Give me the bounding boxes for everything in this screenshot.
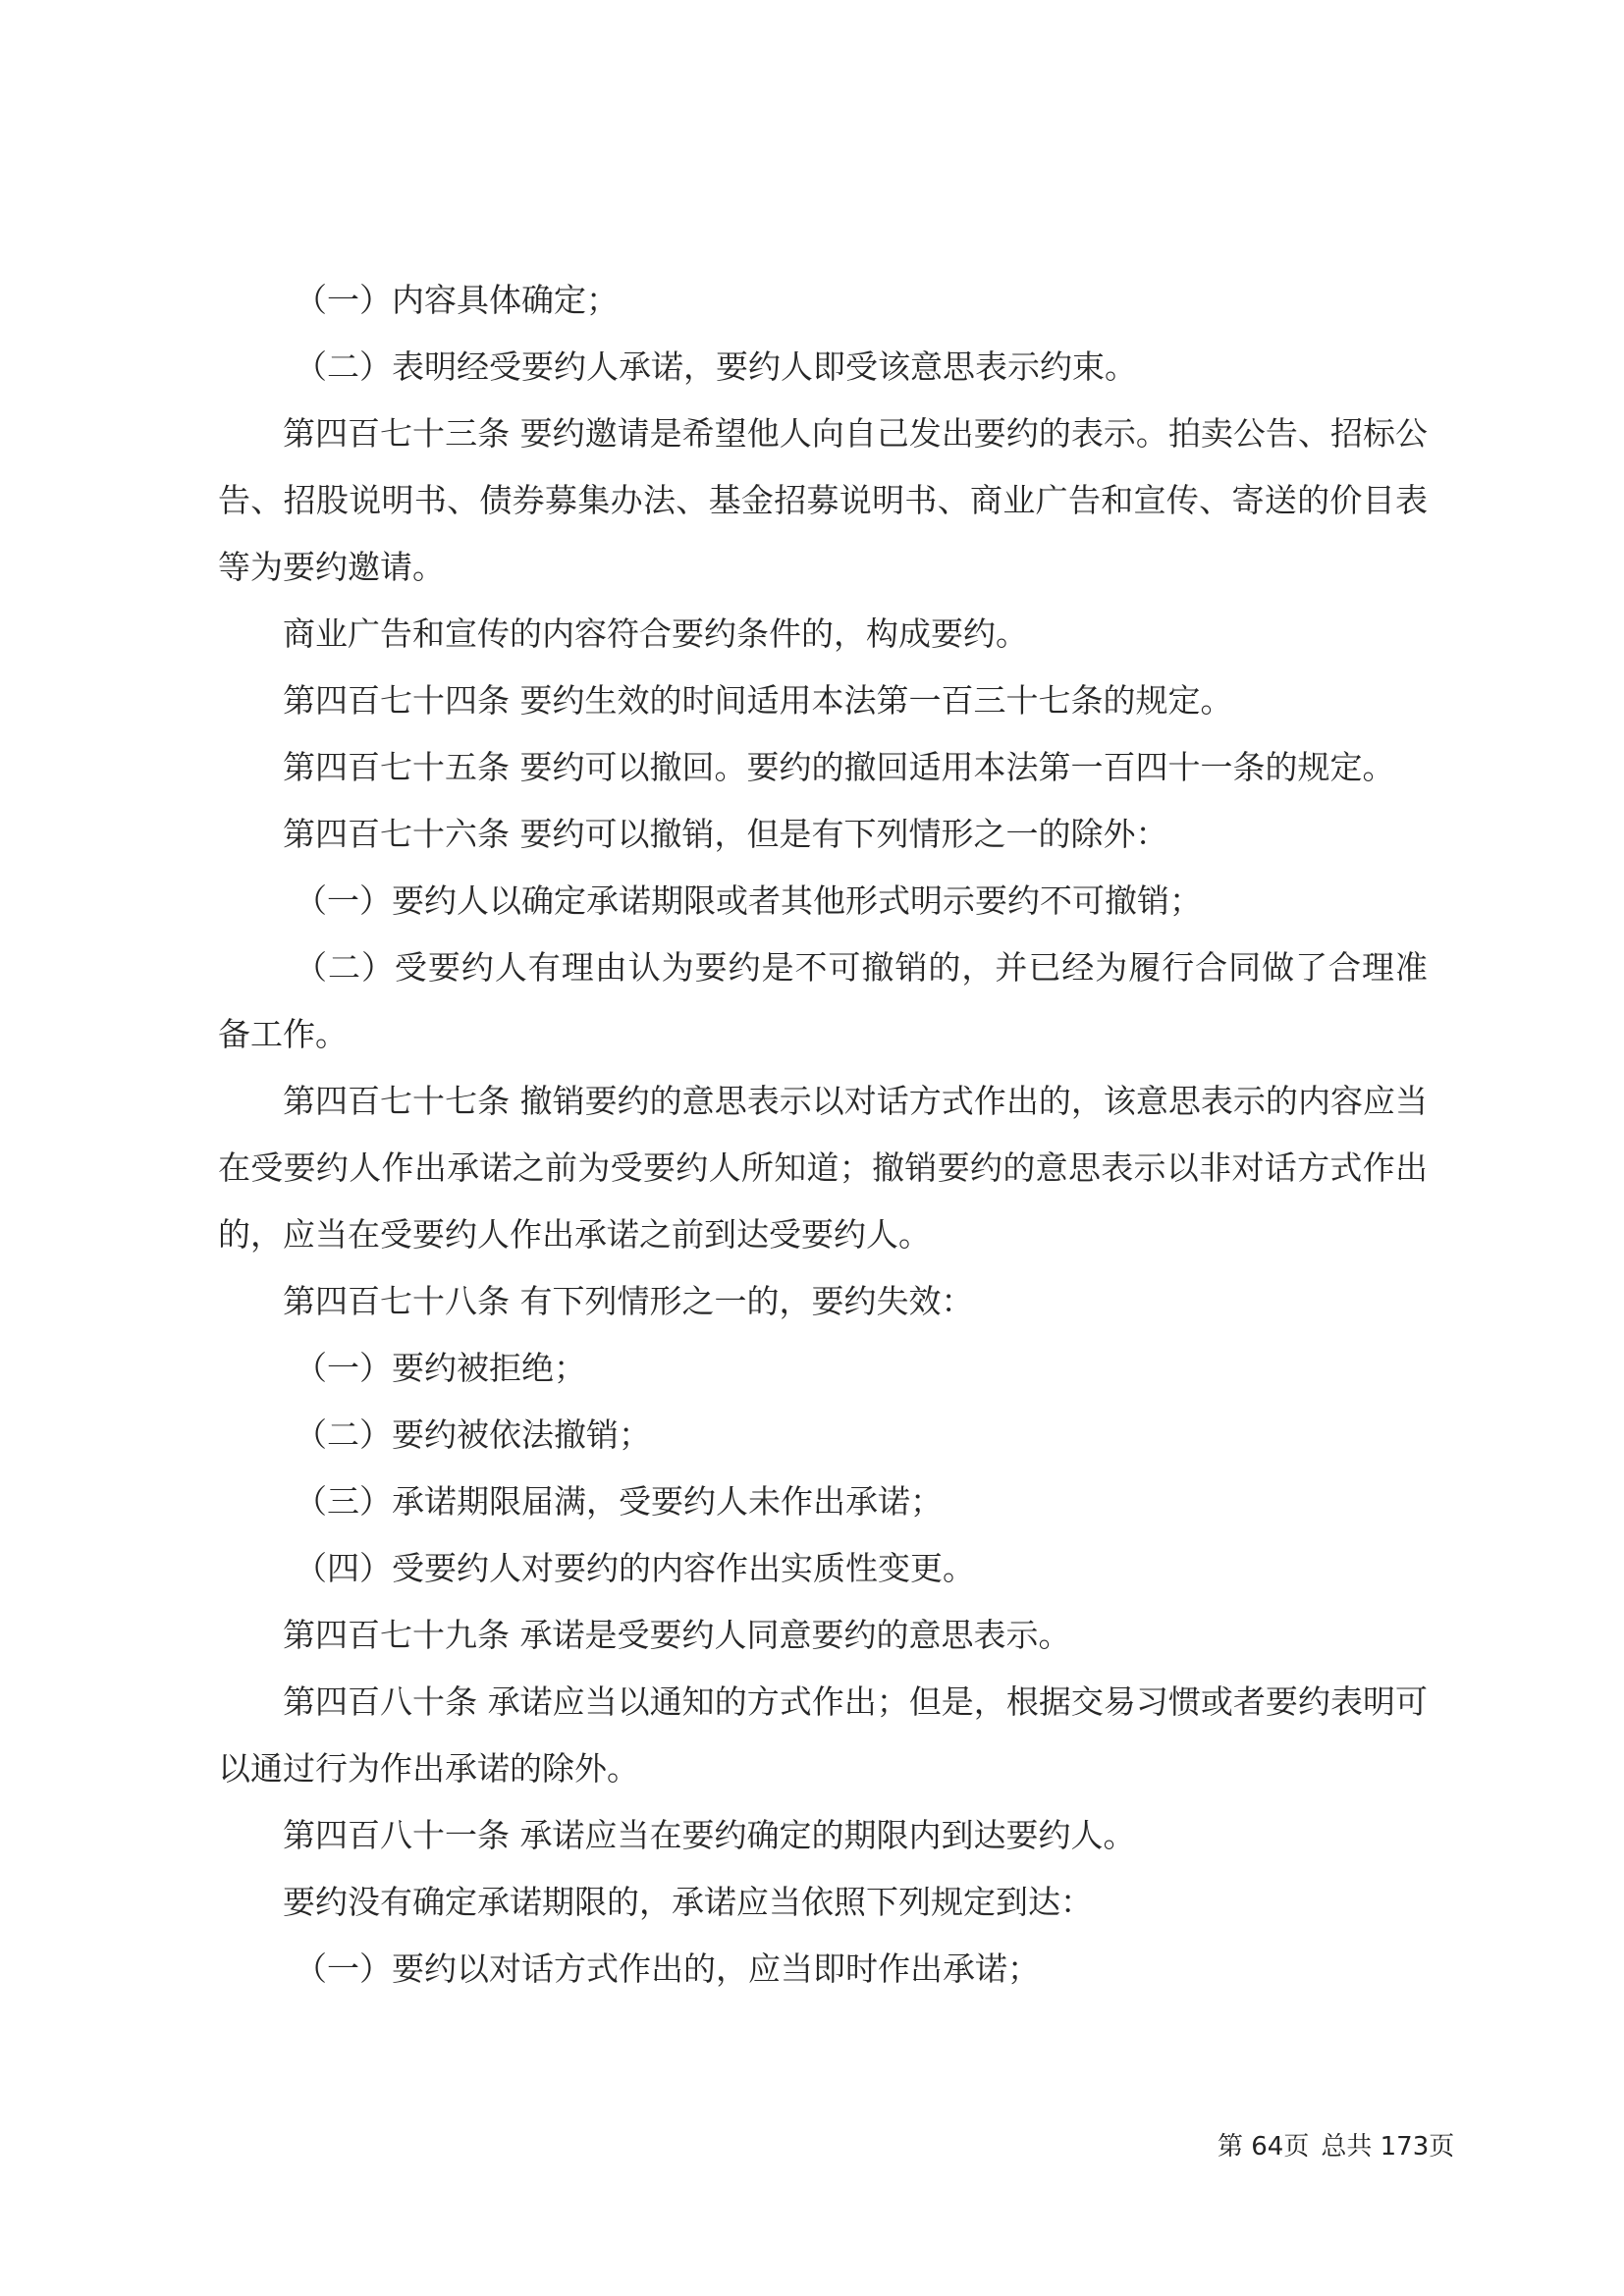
- article-paragraph: 第四百七十九条 承诺是受要约人同意要约的意思表示。: [283, 1616, 1071, 1654]
- document-body: [218, 267, 1428, 2002]
- paragraph: （一）要约以对话方式作出的，应当即时作出承诺；: [295, 1949, 1040, 1988]
- paragraph: （二）要约被依法撤销；: [295, 1415, 651, 1454]
- article-paragraph: 第四百七十六条 要约可以撤销，但是有下列情形之一的除外：: [283, 815, 1168, 853]
- article-paragraph: 第四百七十五条 要约可以撤回。要约的撤回适用本法第一百四十一条的规定。: [283, 748, 1395, 786]
- page-footer: [1218, 2126, 1466, 2163]
- paragraph: （四）受要约人对要约的内容作出实质性变更。: [295, 1549, 975, 1587]
- paragraph: 要约没有确定承诺期限的，承诺应当依照下列规定到达：: [283, 1883, 1093, 1921]
- page-number: 第 64页: [1218, 2132, 1310, 2162]
- paragraph: （二）表明经受要约人承诺，要约人即受该意思表示约束。: [295, 347, 1137, 386]
- paragraph: 商业广告和宣传的内容符合要约条件的，构成要约。: [283, 614, 1028, 653]
- article-paragraph: 第四百七十四条 要约生效的时间适用本法第一百三十七条的规定。: [283, 681, 1233, 720]
- article-paragraph: 第四百七十七条 撤销要约的意思表示以对话方式作出的，该意思表示的内容应当在受要约人作出承诺之前为受要约人所知道；撤销要约的意思表示以非对话方式作出的，应当在受要约人作出承诺之前到达受要约人。: [218, 1082, 1428, 1254]
- article-paragraph: 第四百八十条 承诺应当以通知的方式作出；但是，根据交易习惯或者要约表明可以通过行为作出承诺的除外。: [218, 1682, 1428, 1788]
- page-total: 总共 173页: [1321, 2132, 1455, 2162]
- article-paragraph: 第四百七十八条 有下列情形之一的，要约失效：: [283, 1282, 974, 1320]
- paragraph: （一）要约人以确定承诺期限或者其他形式明示要约不可撤销；: [295, 881, 1202, 920]
- paragraph: （一）内容具体确定；: [295, 281, 619, 319]
- paragraph: （三）承诺期限届满，受要约人未作出承诺；: [295, 1482, 943, 1521]
- paragraph: （一）要约被拒绝；: [295, 1349, 586, 1387]
- paragraph: （二）受要约人有理由认为要约是不可撤销的，并已经为履行合同做了合理准备工作。: [218, 948, 1428, 1053]
- article-paragraph: 第四百七十三条 要约邀请是希望他人向自己发出要约的表示。拍卖公告、招标公告、招股说明书、债券募集办法、基金招募说明书、商业广告和宣传、寄送的价目表等为要约邀请。: [218, 414, 1428, 586]
- article-paragraph: 第四百八十一条 承诺应当在要约确定的期限内到达要约人。: [283, 1816, 1136, 1854]
